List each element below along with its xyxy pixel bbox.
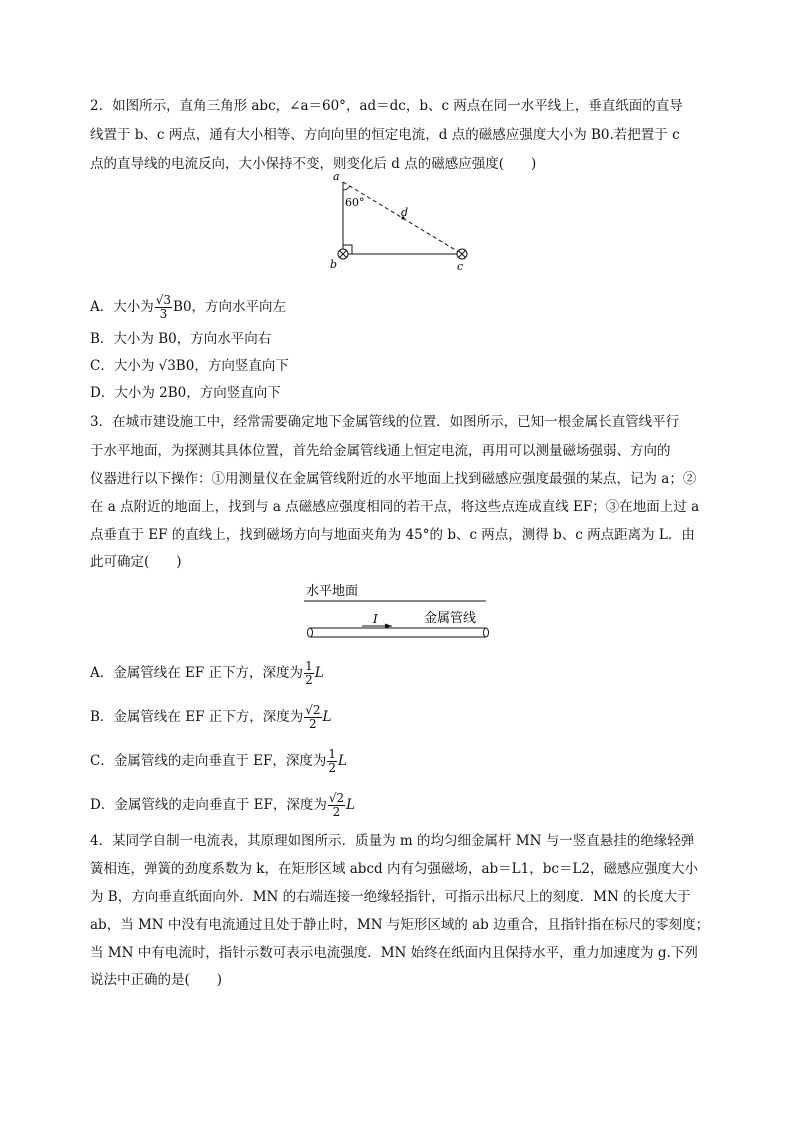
q2-option-d: D．大小为 2B0，方向竖直向下 bbox=[90, 385, 281, 401]
q3-option-c: C．金属管线的走向垂直于 EF，深度为 $\frac{1}{2}$ L bbox=[90, 747, 347, 775]
q2-option-c: C．大小为 √3B0，方向竖直向下 bbox=[90, 358, 289, 374]
label-angle: 60° bbox=[345, 196, 365, 209]
triangle-figure bbox=[325, 168, 475, 276]
q4-line-1: 4．某同学自制一电流表，其原理如图所示．质量为 m 的均匀细金属杆 MN 与一竖直悬挂的绝缘轻弹 bbox=[90, 833, 695, 849]
pipe-body bbox=[310, 628, 486, 637]
q3-line-3: 仪器进行以下操作：①用测量仪在金属管线附近的水平地面上找到磁感应强度最强的某点，记为 a；② bbox=[90, 471, 697, 487]
q2-line-3: 点的直导线的电流反向，大小保持不变，则变化后 d 点的磁感应强度( ) bbox=[90, 156, 537, 172]
label-ground: 水平地面 bbox=[306, 584, 359, 599]
q2-option-b: B．大小为 B0，方向水平向右 bbox=[90, 331, 272, 347]
pipe-figure bbox=[300, 580, 500, 640]
frac-num: √3 bbox=[155, 293, 172, 307]
label-d: d bbox=[401, 206, 409, 219]
label-b: b bbox=[330, 258, 338, 271]
q3-line-2: 于水平地面，为探测其具体位置，首先给金属管线通上恒定电流，再用可以测量磁场强弱、方向的 bbox=[90, 443, 671, 459]
q2-option-a: A．大小为 $\frac{√3}{3}$ B0，方向水平向左 bbox=[90, 293, 287, 321]
q3-line-4: 在 a 点附近的地面上，找到与 a 点磁感应强度相同的若干点，将这些点连成直线 EF；③在地面上过 a bbox=[90, 499, 700, 515]
q4-line-3: 为 B，方向垂直纸面向外．MN 的右端连接一绝缘轻指针，可指示出标尺上的刻度．MN 的长度大于 bbox=[90, 889, 691, 905]
q3-line-1: 3．在城市建设施工中，经常需要确定地下金属管线的位置．如图所示，已知一根金属长直管线平行 bbox=[90, 414, 680, 430]
q3-line-5: 点垂直于 EF 的直线上，找到磁场方向与地面夹角为 45°的 b、c 两点，测得 b、c 两点距离为 L．由 bbox=[90, 527, 695, 543]
frac-den: 3 bbox=[159, 307, 168, 321]
q3-option-a: A．金属管线在 EF 正下方，深度为 $\frac{1}{2}$ L bbox=[90, 659, 324, 687]
q4-line-2: 簧相连，弹簧的劲度系数为 k，在矩形区域 abcd 内有匀强磁场，ab＝L1，bc＝L2，磁感应强度大小 bbox=[90, 861, 698, 877]
q2-line-1: 2．如图所示，直角三角形 abc，∠a＝60°，ad＝dc，b、c 两点在同一水平线上，垂直纸面的直导 bbox=[90, 98, 683, 114]
q3-line-6: 此可确定( ) bbox=[90, 554, 182, 570]
label-pipe: 金属管线 bbox=[424, 611, 477, 626]
q4-line-5: 当 MN 中有电流时，指针示数可表示电流强度．MN 始终在纸面内且保持水平，重力加速度为 g.下列 bbox=[90, 945, 698, 961]
q4-line-6: 说法中正确的是( ) bbox=[90, 972, 223, 988]
label-a: a bbox=[333, 170, 340, 183]
q4-line-4: ab，当 MN 中没有电流通过且处于静止时，MN 与矩形区域的 ab 边重合，且指针指在标尺的零刻度； bbox=[90, 917, 710, 933]
label-current: I bbox=[373, 612, 378, 626]
q2-line-2: 线置于 b、c 两点，通有大小相等、方向向里的恒定电流，d 点的磁感应强度大小为 B0.若把置于 c bbox=[90, 127, 680, 143]
q3-option-d: D．金属管线的走向垂直于 EF，深度为 $\frac{√2}{2}$ L bbox=[90, 791, 356, 819]
q3-option-b: B．金属管线在 EF 正下方，深度为 $\frac{√2}{2}$ L bbox=[90, 703, 332, 731]
label-c: c bbox=[457, 260, 464, 273]
angle-arc bbox=[343, 186, 350, 190]
